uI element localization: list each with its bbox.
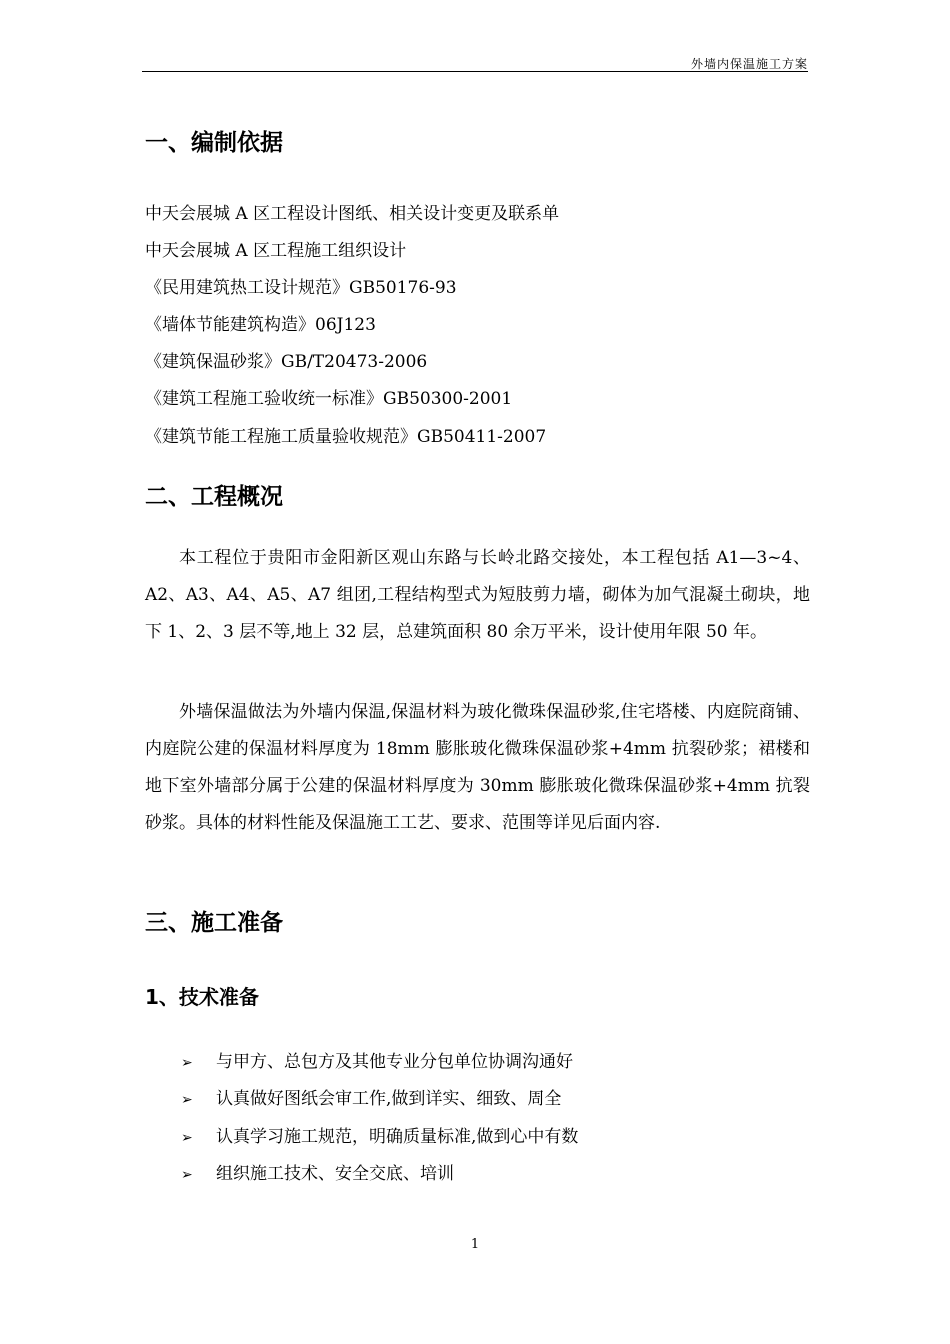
page-number: 1	[470, 1237, 480, 1252]
section-1-heading: 一、编制依据	[145, 130, 283, 156]
list-item	[181, 1047, 573, 1072]
reference-item: 《民用建筑热工设计规范》GB50176-93	[145, 278, 457, 298]
overview-paragraph: 本工程位于贵阳市金阳新区观山东路与长岭北路交接处，本工程包括 A1—3~4、A2、A3、A4、A5、A7 组团,工程结构型式为短肢剪力墙，砌体为加气混凝土砌块，地下 1、2、3 层不等,地上 32 层，总建筑面积 80 余万平米，设计使用年限 50 年。	[145, 548, 810, 642]
list-item-text: 组织施工技术、安全交底、培训	[216, 1164, 454, 1184]
section-3-heading: 三、施工准备	[145, 910, 283, 936]
reference-item: 中天会展城 A 区工程设计图纸、相关设计变更及联系单	[145, 204, 560, 224]
list-item	[181, 1122, 578, 1147]
reference-item: 《建筑节能工程施工质量验收规范》GB50411-2007	[145, 427, 547, 447]
list-item-text: 认真学习施工规范，明确质量标准,做到心中有数	[216, 1127, 579, 1147]
reference-item: 《建筑保温砂浆》GB/T20473-2006	[145, 352, 428, 372]
reference-item: 《墙体节能建筑构造》06J123	[145, 315, 376, 335]
reference-item: 中天会展城 A 区工程施工组织设计	[145, 241, 407, 261]
list-item	[181, 1084, 561, 1109]
arrow-bullet-icon: ➢	[181, 1130, 193, 1146]
arrow-bullet-icon: ➢	[181, 1167, 193, 1183]
arrow-bullet-icon: ➢	[181, 1092, 193, 1108]
list-item-text: 与甲方、总包方及其他专业分包单位协调沟通好	[216, 1052, 573, 1072]
section-2-heading: 二、工程概况	[145, 484, 283, 510]
list-item	[181, 1159, 454, 1184]
reference-item: 《建筑工程施工验收统一标准》GB50300-2001	[145, 389, 513, 409]
list-item-text: 认真做好图纸会审工作,做到详实、细致、周全	[216, 1089, 562, 1109]
header-title: 外墙内保温施工方案	[690, 57, 808, 71]
insulation-paragraph: 外墙保温做法为外墙内保温,保温材料为玻化微珠保温砂浆,住宅塔楼、内庭院商铺、内庭院公建的保温材料厚度为 18mm 膨胀玻化微珠保温砂浆+4mm 抗裂砂浆；裙楼和地下室外墙部分属于公建的保温材料厚度为 30mm 膨胀玻化微珠保温砂浆+4mm 抗裂砂浆。具体的材料性能及保温施工工艺、要求、范围等详见后面内容.	[145, 702, 810, 833]
subsection-1-heading: 1、技术准备	[145, 985, 259, 1009]
arrow-bullet-icon: ➢	[181, 1055, 193, 1071]
header-divider	[142, 71, 808, 72]
